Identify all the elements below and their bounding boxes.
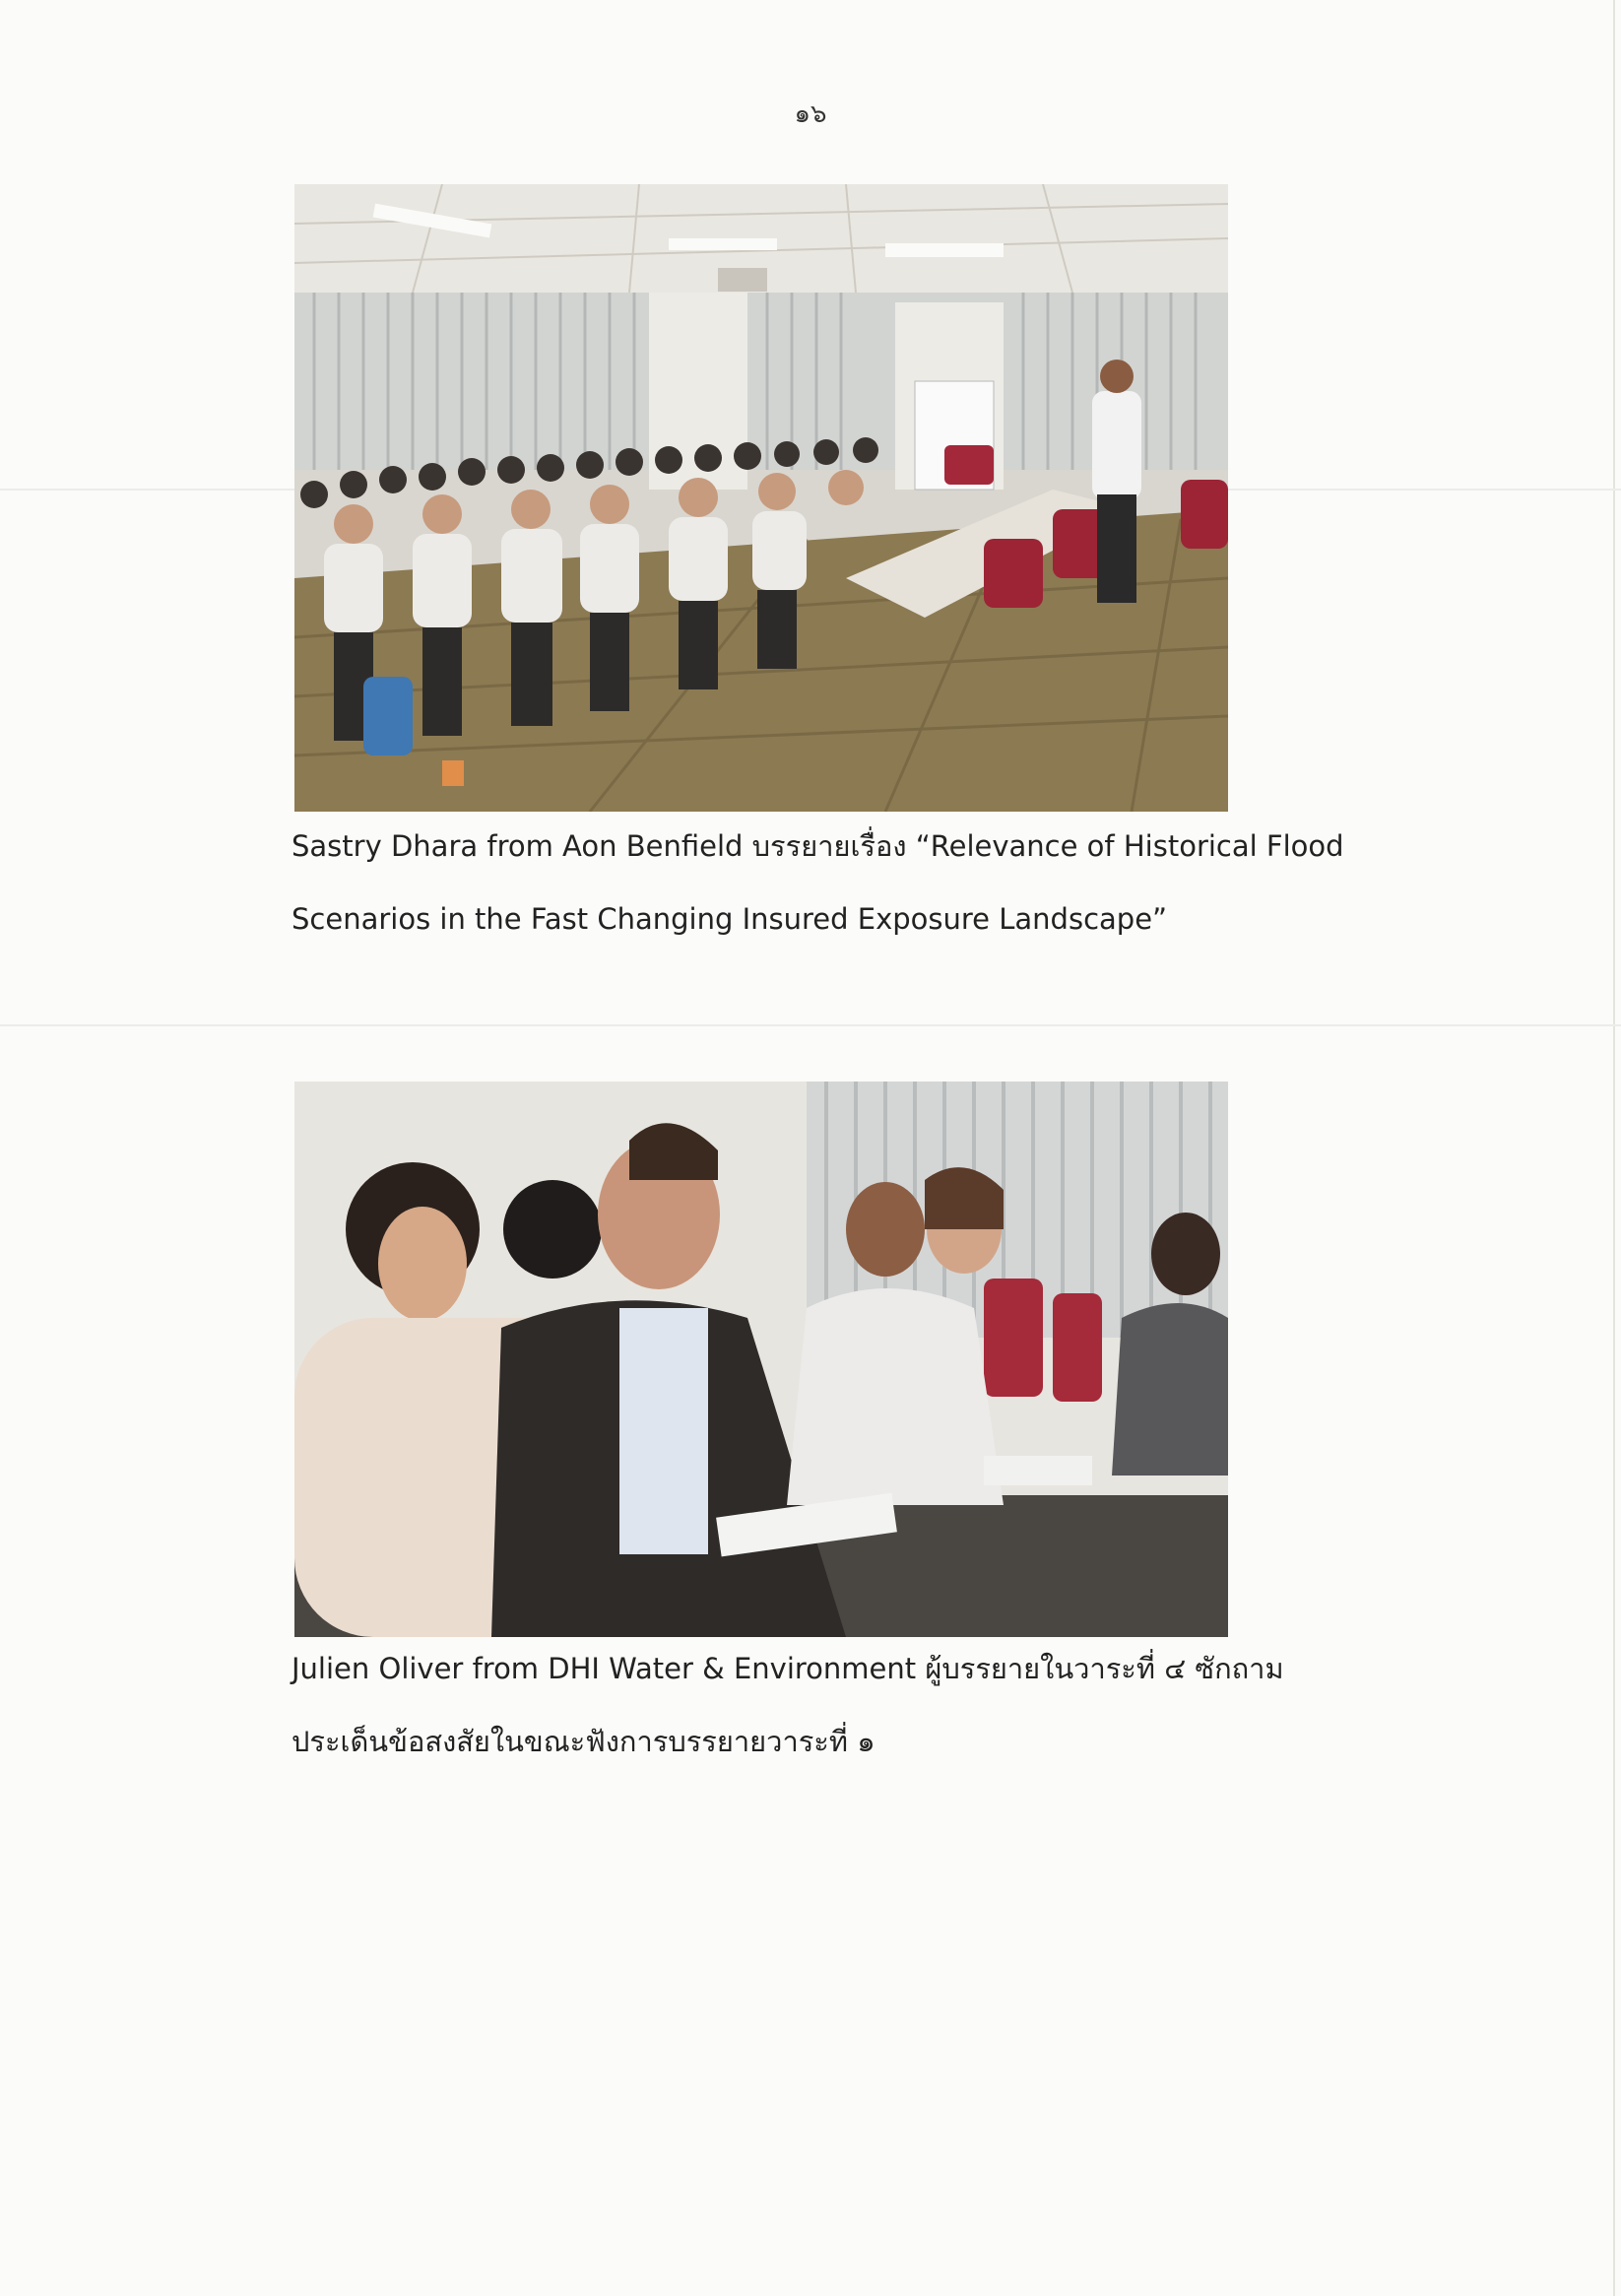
seated-participants-photo [294,1082,1228,1637]
caption-line: Julien Oliver from DHI Water & Environment ผู้บรรยายในวาระที่ ๔ ซักถาม [292,1652,1284,1685]
conference-audience-illustration [294,184,1228,812]
caption-line: Scenarios in the Fast Changing Insured Exposure Landscape” [292,902,1168,936]
scan-artifact-line [0,1024,1621,1026]
caption-line: ประเด็นข้อสงสัยในขณะฟังการบรรยายวาระที่ ๑ [292,1725,875,1758]
scan-edge-line [1613,0,1615,2296]
seated-participants-illustration [294,1082,1228,1637]
figure-caption [292,1632,1296,1778]
caption-line: Sastry Dhara from Aon Benfield บรรยายเรื่อง “Relevance of Historical Flood [292,829,1344,863]
page-number: ๑๖ [794,99,827,129]
figure-caption [292,810,1344,955]
conference-audience-photo [294,184,1228,812]
